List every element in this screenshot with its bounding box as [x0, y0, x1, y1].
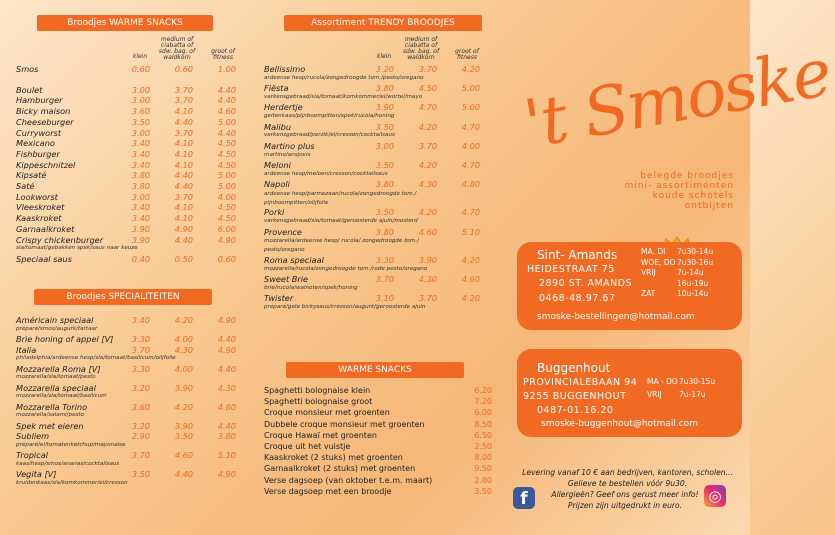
menu-row [264, 160, 492, 171]
item-price: 3.70 [174, 95, 193, 106]
sint-amands-box [517, 242, 742, 330]
item-price: 4.20 [461, 254, 480, 265]
item-desc: préparé/gele bickysaus/cresson/augurk/geroosterde ajuin [264, 303, 426, 310]
item-price: 4.70 [461, 121, 480, 132]
item-name: Américain speciaal [16, 315, 94, 325]
item-name: Meloni [264, 160, 291, 170]
hours-day: MA, DI [641, 247, 666, 256]
item-price: 4.20 [461, 293, 480, 304]
hours-day: WOE, DO [641, 257, 676, 267]
menu-row [16, 192, 241, 203]
col-medium-2: medium of ciabatta of sdw. bag. of waldkorn [402, 36, 440, 61]
hours-time: 16u-19u [677, 278, 709, 288]
item-price: 4.20 [418, 160, 437, 170]
buggenhout-phone[interactable]: 0487-01.16.20 [537, 405, 614, 416]
item-price: 3.90 [174, 420, 193, 431]
hours-time: 7u30-15u [679, 377, 716, 386]
footer-order: Gelieve te bestellen vóór 9u30. [567, 479, 688, 488]
item-price: 4.50 [217, 148, 236, 159]
hours-time: 7u30-16u [677, 257, 714, 267]
menu-row [264, 102, 492, 113]
item-price: 4.00 [217, 191, 236, 202]
item-price: 4.40 [217, 95, 236, 106]
menu-row [16, 170, 241, 181]
snack-price: 6.20 [474, 386, 492, 395]
item-name: Boulet [16, 84, 43, 95]
item-price: 3.00 [131, 95, 150, 106]
item-name: Fishburger [16, 148, 60, 159]
item-price: 3.70 [174, 191, 193, 202]
item-price: 5.00 [461, 102, 480, 113]
item-price: 4.20 [461, 64, 480, 74]
snack-name: Kaaskroket (2 stuks) met groenten [264, 453, 403, 463]
item-price: 3.40 [131, 315, 150, 325]
menu-row [264, 83, 492, 94]
item-desc: philadelphia/ardeense hesp/sla/tomaat/basilicum/olijfolie [16, 355, 176, 362]
item-price: 3.70 [174, 84, 193, 95]
item-price: 3.20 [131, 382, 150, 393]
snack-row [264, 408, 492, 419]
item-price: 3.50 [174, 431, 193, 442]
item-price: 3.90 [131, 223, 150, 234]
item-name: Hamburger [16, 95, 63, 106]
menu-row [264, 255, 492, 266]
item-price: 0.60 [131, 64, 150, 74]
item-price: 4.20 [174, 315, 193, 325]
menu-row [16, 224, 241, 235]
item-name: Bicky maison [16, 106, 71, 117]
item-price: 3.40 [131, 213, 150, 224]
item-price: 3.90 [375, 102, 394, 113]
footer-delivery: Levering vanaf 10 € aan bedrijven, kantoren, scholen... [522, 468, 733, 477]
menu-row [16, 160, 241, 171]
item-desc: préparé/ei/tomatenketchup/mayonaise [16, 442, 126, 449]
item-price: 3.70 [418, 140, 437, 151]
item-name: Provence [264, 226, 302, 237]
item-price: 4.40 [217, 127, 236, 138]
menu-row [264, 122, 492, 133]
item-name: Fiësta [264, 83, 289, 94]
item-price: 4.10 [174, 106, 193, 117]
item-price: 0.60 [174, 64, 193, 74]
item-price: 3.90 [131, 234, 150, 245]
buggenhout-box [517, 349, 742, 437]
snack-row [264, 431, 492, 442]
item-name: Martino plus [264, 140, 315, 151]
item-price: 4.30 [418, 179, 437, 190]
item-name: Brie honing of appel [V] [16, 334, 114, 344]
menu-row [16, 85, 241, 96]
snack-price: 8.00 [474, 453, 492, 463]
menu-row [16, 138, 241, 149]
item-price: 4.20 [174, 401, 193, 412]
item-price: 3.70 [418, 64, 437, 74]
snack-name: Garnaalkroket (2 stuks) met groenten [264, 464, 416, 474]
col-klein: klein [132, 53, 148, 60]
snack-name: Verse dagsoep met een broodje [264, 486, 392, 496]
item-price: 4.60 [461, 274, 480, 284]
menu-row [16, 202, 241, 213]
item-price: 5.10 [461, 226, 480, 237]
item-name: Twister [264, 293, 294, 304]
snack-name: Dubbele croque monsieur met groenten [264, 419, 425, 429]
item-price: 4.70 [418, 102, 437, 113]
item-price: 0.50 [174, 253, 193, 264]
item-price: 5.00 [217, 116, 236, 127]
item-price: 4.90 [217, 315, 236, 325]
snack-price: 8.50 [474, 419, 492, 429]
item-name: Vleeskroket [16, 202, 65, 213]
item-price: 4.40 [217, 334, 236, 344]
snack-row [264, 386, 492, 397]
buggenhout-street: PROVINCIALEBAAN 94 [523, 377, 638, 388]
item-desc: mozzarella/rucola/zongedroogde tom./rode pesto/oregano [264, 265, 428, 272]
item-price: 3.00 [131, 127, 150, 138]
item-price: 4.30 [217, 382, 236, 393]
menu-row [16, 402, 241, 413]
item-price: 3.70 [174, 127, 193, 138]
item-desc: varkensgebraad/sla/tomaat/komkommer/ei/wortel/mayo [264, 93, 423, 100]
menu-row [264, 179, 492, 190]
item-price: 4.20 [418, 121, 437, 132]
tag-4: ontbijten [684, 201, 734, 211]
item-desc: mozzarella/ardeense hesp/ rucola/ zongedroogde tom./ pesto/oregano [264, 238, 419, 254]
item-name: Cheeseburger [16, 116, 74, 127]
col-klein-2: klein [376, 53, 392, 60]
item-price: 4.40 [217, 363, 236, 374]
item-desc: martino/ansjovis [264, 151, 311, 158]
col-medium: medium of ciabatta of sdw. bag. of waldkorn [158, 36, 196, 61]
hours-day: VRIJ [647, 390, 662, 399]
item-price: 4.60 [217, 106, 236, 117]
left-panel [0, 0, 250, 535]
hours-time: 7u30-14u [677, 247, 714, 256]
buggenhout-title: Buggenhout [537, 361, 611, 375]
item-price: 4.40 [174, 234, 193, 245]
sint-amands-street: HEIDESTRAAT 75 [527, 264, 615, 275]
item-name: Kipsaté [16, 170, 47, 181]
snack-row [264, 476, 492, 487]
item-price: 3.80 [375, 83, 394, 94]
item-price: 4.30 [174, 344, 193, 355]
item-price: 4.00 [174, 334, 193, 344]
warme-snacks-header: Broodjes WARME SNACKS [37, 15, 213, 31]
item-price: 3.40 [131, 148, 150, 159]
facebook-icon[interactable]: f [513, 487, 535, 509]
item-price: 3.70 [375, 274, 394, 284]
item-price: 3.20 [375, 64, 394, 74]
snack-name: Croque monsieur met groenten [264, 408, 390, 418]
menu-row [264, 207, 492, 218]
menu-row [16, 431, 241, 442]
tag-1: belegde broodjes [640, 171, 734, 181]
menu-row [16, 128, 241, 139]
item-price: 3.80 [375, 226, 394, 237]
item-name: Curryworst [16, 127, 62, 138]
item-price: 5.00 [217, 181, 236, 191]
item-desc: préparé/smos/augurk/tartaar [16, 325, 98, 332]
item-name: Lookworst [16, 191, 58, 202]
item-price: 3.90 [418, 254, 437, 265]
item-name: Subliem [16, 431, 50, 442]
item-price: 2.90 [131, 431, 150, 442]
sint-amands-email[interactable]: smoske-bestellingen@hotmail.com [537, 312, 695, 322]
item-price: 5.00 [217, 170, 236, 181]
menu-row [16, 149, 241, 160]
item-name: Speciaal saus [16, 253, 72, 264]
snack-price: 9.50 [474, 464, 492, 474]
item-price: 1.00 [217, 64, 236, 74]
middle-panel [258, 0, 508, 535]
sint-amands-city: 2890 ST. AMANDS [539, 278, 633, 289]
item-desc: varkensgebraad/sla/tomaat/geroosterde ajuin/mosterd [264, 218, 418, 225]
item-price: 4.50 [217, 202, 236, 213]
item-price: 4.40 [217, 84, 236, 95]
menu-row [16, 254, 241, 265]
menu-row [16, 421, 241, 432]
brand-logo: 't Smoske [518, 33, 835, 164]
item-price: 4.40 [174, 116, 193, 127]
item-price: 4.40 [174, 469, 193, 480]
specialiteiten-header: Broodjes SPECIALITEITEN [34, 289, 212, 305]
item-price: 4.10 [174, 202, 193, 213]
item-name: Kippeschnitzel [16, 159, 76, 170]
item-price: 3.60 [131, 401, 150, 412]
item-price: 4.10 [174, 138, 193, 149]
snack-name: Verse dagsoep (van oktober t.e.m. maart) [264, 475, 433, 485]
item-price: 3.50 [375, 207, 394, 218]
item-price: 4.80 [217, 401, 236, 412]
item-price: 0.40 [131, 253, 150, 264]
item-price: 3.00 [375, 140, 394, 151]
snack-name: Croque Hawaï met groenten [264, 430, 377, 440]
warme-snacks-2-header: WARME SNACKS [286, 362, 464, 378]
menu-row [264, 274, 492, 285]
snack-price: 2.80 [474, 475, 492, 485]
snack-row [264, 487, 492, 498]
hours-day: ZAT [641, 289, 656, 298]
item-price: 4.90 [217, 234, 236, 245]
col-groot: groot of fitness [211, 48, 235, 61]
item-price: 3.90 [174, 382, 193, 393]
trendy-list [264, 64, 492, 364]
sint-amands-title: Sint- Amands [537, 248, 618, 262]
item-desc: mozzarella/sla/tomaat/pesto [16, 374, 96, 381]
menu-row [264, 227, 492, 238]
hours-day: MA - DO [647, 377, 678, 386]
instagram-icon[interactable]: ◎ [704, 485, 726, 507]
item-price: 3.40 [131, 138, 150, 149]
menu-row [16, 345, 241, 356]
item-name: Italia [16, 344, 37, 355]
item-desc: brie/rucola/walnoten/spek/honing [264, 284, 358, 291]
menu-row [16, 117, 241, 128]
hours-day: VRIJ [641, 268, 656, 277]
item-price: 3.50 [131, 116, 150, 127]
item-price: 4.60 [418, 226, 437, 237]
item-price: 3.20 [131, 420, 150, 431]
item-price: 3.80 [217, 431, 236, 442]
item-price: 3.80 [375, 179, 394, 190]
snack-price: 6.00 [474, 408, 492, 418]
menu-row [264, 64, 492, 75]
snack-row [264, 464, 492, 475]
buggenhout-email[interactable]: smoske-buggenhout@hotmail.com [541, 419, 698, 429]
footer-allergies: Allergieën? Geef ons gerust meer info! [551, 490, 699, 499]
snack-name: Spaghetti bolognaise groot [264, 397, 373, 407]
snack-name: Croque uit het vuistje [264, 442, 351, 451]
menu-row [16, 213, 241, 224]
menu-row [16, 364, 241, 375]
item-name: Kaaskroket [16, 213, 62, 224]
item-price: 6.00 [217, 223, 236, 234]
snack-row [264, 442, 492, 453]
item-price: 3.70 [418, 293, 437, 304]
specialiteiten-list [16, 315, 241, 515]
item-price: 5.10 [217, 450, 236, 461]
warme-snacks-list [16, 64, 241, 284]
menu-row [16, 64, 241, 75]
item-desc: varkensgebraad/perzik/ei/cresson/cocktailsaus [264, 132, 395, 139]
hours-time: 7u-17u [679, 390, 706, 399]
item-price: 3.10 [375, 293, 394, 304]
item-price: 4.10 [174, 159, 193, 170]
item-price: 3.00 [131, 84, 150, 95]
item-name: Herdertje [264, 102, 303, 113]
item-price: 3.00 [131, 191, 150, 202]
item-price: 4.90 [174, 223, 193, 234]
item-name: Sweet Brie [264, 274, 309, 284]
tag-3: koude schotels [652, 191, 734, 201]
menu-row [16, 235, 241, 246]
item-name: Mozzarella speciaal [16, 382, 96, 393]
item-desc: ardeense hesp/meloen/cresson/cocktailsaus [264, 170, 388, 177]
menu-row [264, 293, 492, 304]
item-name: Mozzarella Torino [16, 401, 88, 412]
item-desc: ardeense hesp/parmezaan/rucola/zongedroogde tom./ pijnboompitten/olijfolie [264, 190, 417, 206]
item-price: 4.50 [418, 83, 437, 94]
item-price: 3.50 [375, 121, 394, 132]
item-price: 3.40 [131, 159, 150, 170]
menu-row [16, 315, 241, 326]
item-price: 3.60 [131, 106, 150, 117]
item-name: Crispy chickenburger [16, 234, 104, 245]
item-price: 4.40 [174, 181, 193, 191]
item-price: 3.50 [131, 469, 150, 480]
item-name: Mexicano [16, 138, 55, 149]
item-name: Porki [264, 207, 285, 218]
snack-row [264, 420, 492, 431]
item-price: 4.90 [217, 469, 236, 480]
buggenhout-city: 9255 BUGGENHOUT [523, 391, 627, 402]
item-desc: kaas/hesp/smos/ananas/cocktailsaus [16, 461, 120, 468]
item-desc: mozzarella/salami/pesto [16, 412, 85, 419]
item-price: 5.00 [461, 83, 480, 94]
sint-amands-phone[interactable]: 0468-48.97.67 [539, 293, 616, 304]
item-name: Bellissimo [264, 64, 306, 74]
item-price: 4.40 [217, 420, 236, 431]
item-name: Vegita [V] [16, 469, 57, 480]
item-price: 3.30 [131, 334, 150, 344]
snack-row [264, 453, 492, 464]
snack-price: 3.50 [474, 486, 492, 496]
menu-row [16, 469, 241, 480]
item-name: Roma speciaal [264, 254, 324, 265]
item-desc: mozzarella/sla/tomaat/basilicum [16, 393, 107, 400]
footer-prices: Prijzen zijn uitgedrukt in euro. [567, 501, 683, 510]
item-name: Saté [16, 181, 35, 191]
item-price: 3.80 [131, 181, 150, 191]
item-name: Garnaalkroket [16, 223, 75, 234]
item-price: 4.30 [418, 274, 437, 284]
snack-price: 6.50 [474, 430, 492, 440]
snack-price: 7.20 [474, 397, 492, 407]
item-desc: geitenkaas/pijnboompitten/spek/rucola/honing [264, 113, 395, 120]
item-price: 3.40 [131, 202, 150, 213]
item-desc: sla/tomaat/gebakken spek/saus naar keuze [16, 245, 138, 252]
tag-2: mini- assortimenten [624, 181, 734, 191]
item-price: 4.70 [461, 207, 480, 218]
col-groot-2: groot of fitness [455, 48, 479, 61]
item-price: 4.90 [217, 344, 236, 355]
menu-row [16, 106, 241, 117]
item-price: 4.50 [217, 138, 236, 149]
snack-row [264, 397, 492, 408]
item-price: 4.70 [461, 160, 480, 170]
item-price: 4.60 [174, 450, 193, 461]
menu-row [16, 383, 241, 394]
item-price: 3.80 [131, 170, 150, 181]
item-price: 4.80 [461, 179, 480, 190]
menu-row [264, 141, 492, 152]
item-desc: kruidenkaas/sla/komkommer/ei/cresson [16, 480, 128, 487]
hours-time: 7u-14u [677, 268, 704, 277]
item-price: 3.50 [375, 160, 394, 170]
snack-price: 2.50 [474, 442, 492, 451]
item-price: 4.00 [174, 363, 193, 374]
item-price: 4.20 [418, 207, 437, 218]
menu-row [16, 181, 241, 192]
item-name: Spek met eieren [16, 420, 84, 431]
item-desc: ardeense hesp/rucola/zongedroogde tom./pesto/oregano [264, 74, 424, 81]
item-name: Napoli [264, 179, 290, 190]
item-name: Smos [16, 64, 39, 74]
item-price: 4.00 [461, 140, 480, 151]
snack-name: Spaghetti bolognaise klein [264, 386, 371, 395]
item-price: 4.10 [174, 213, 193, 224]
menu-row [16, 95, 241, 106]
item-price: 4.50 [217, 213, 236, 224]
item-price: 3.70 [131, 344, 150, 355]
item-price: 4.10 [174, 148, 193, 159]
item-price: 4.40 [174, 170, 193, 181]
hours-time: 10u-14u [677, 289, 709, 298]
item-name: Mozzarella Roma [V] [16, 363, 101, 374]
warme-snacks-2-list [264, 386, 492, 516]
item-name: Tropical [16, 450, 49, 461]
item-price: 3.30 [131, 363, 150, 374]
item-price: 0.60 [217, 253, 236, 264]
trendy-header: Assortiment TRENDY BROODJES [284, 15, 482, 31]
item-name: Malibu [264, 121, 292, 132]
menu-row [16, 334, 241, 345]
item-price: 3.70 [131, 450, 150, 461]
item-price: 3.30 [375, 254, 394, 265]
item-price: 4.50 [217, 159, 236, 170]
menu-row [16, 450, 241, 461]
